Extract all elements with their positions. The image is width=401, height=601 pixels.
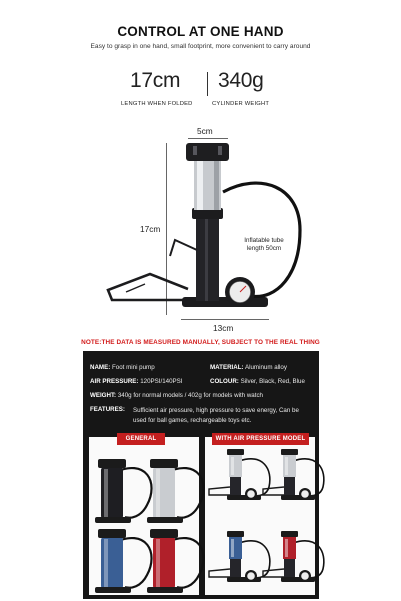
pump-variant-red (147, 529, 204, 593)
tube-note-line1: Inflatable tube (244, 237, 284, 244)
spec-pressure-value: 120PSI/140PSI (140, 378, 183, 385)
page-subtitle: Easy to grasp in one hand, small footprint, more convenient to carry around (90, 43, 311, 50)
base-width-label: 13cm (213, 323, 234, 333)
pump-variant-silver (147, 459, 204, 523)
weight-value: 340g (218, 69, 264, 92)
spec-weight-value: 340g for normal models / 402g for models with watch (117, 392, 263, 399)
length-label: LENGTH WHEN FOLDED (121, 101, 193, 107)
general-tag: GENERAL (117, 433, 165, 445)
spec-panel (83, 351, 319, 599)
length-value: 17cm (130, 69, 181, 92)
pump-variant-black (95, 459, 152, 523)
gauge-variant-red (263, 531, 324, 582)
spec-material-value: Aluminum alloy (244, 364, 287, 371)
weight-label: CYLINDER WEIGHT (212, 101, 270, 107)
gauge-variant-silver (209, 449, 270, 500)
tube-note-line2: length 50cm (246, 245, 282, 252)
spec-features-label: FEATURES: (90, 406, 125, 413)
gauge-variant-silver-2 (263, 449, 324, 500)
spec-material-label: MATERIAL: (210, 364, 244, 371)
spec-weight-label: WEIGHT: (90, 392, 117, 399)
spec-name-value: Foot mini pump (112, 364, 155, 371)
spec-features-value: Sufficient air pressure, high pressure to save energy, Can be used for ball games, rechargeable toys etc. (133, 407, 299, 424)
spec-colour-label: COLOUR: (210, 378, 239, 385)
variant-grid (83, 351, 319, 599)
spec-colour-value: Silver, Black, Red, Blue (240, 378, 305, 385)
spec-pressure-label: AIR PRESSURE: (90, 378, 139, 385)
spec-name-label: NAME: (90, 364, 111, 371)
measurement-note: NOTE:THE DATA IS MEASURED MANUALLY, SUBJECT TO THE REAL THING (81, 339, 320, 346)
page-title: CONTROL AT ONE HAND (117, 24, 284, 39)
gauge-tag: WITH AIR PRESSURE MODEL (212, 433, 309, 445)
pump-variant-blue (95, 529, 152, 593)
gauge-variant-blue (209, 531, 270, 582)
top-width-label: 5cm (197, 126, 213, 136)
height-label: 17cm (140, 224, 161, 234)
